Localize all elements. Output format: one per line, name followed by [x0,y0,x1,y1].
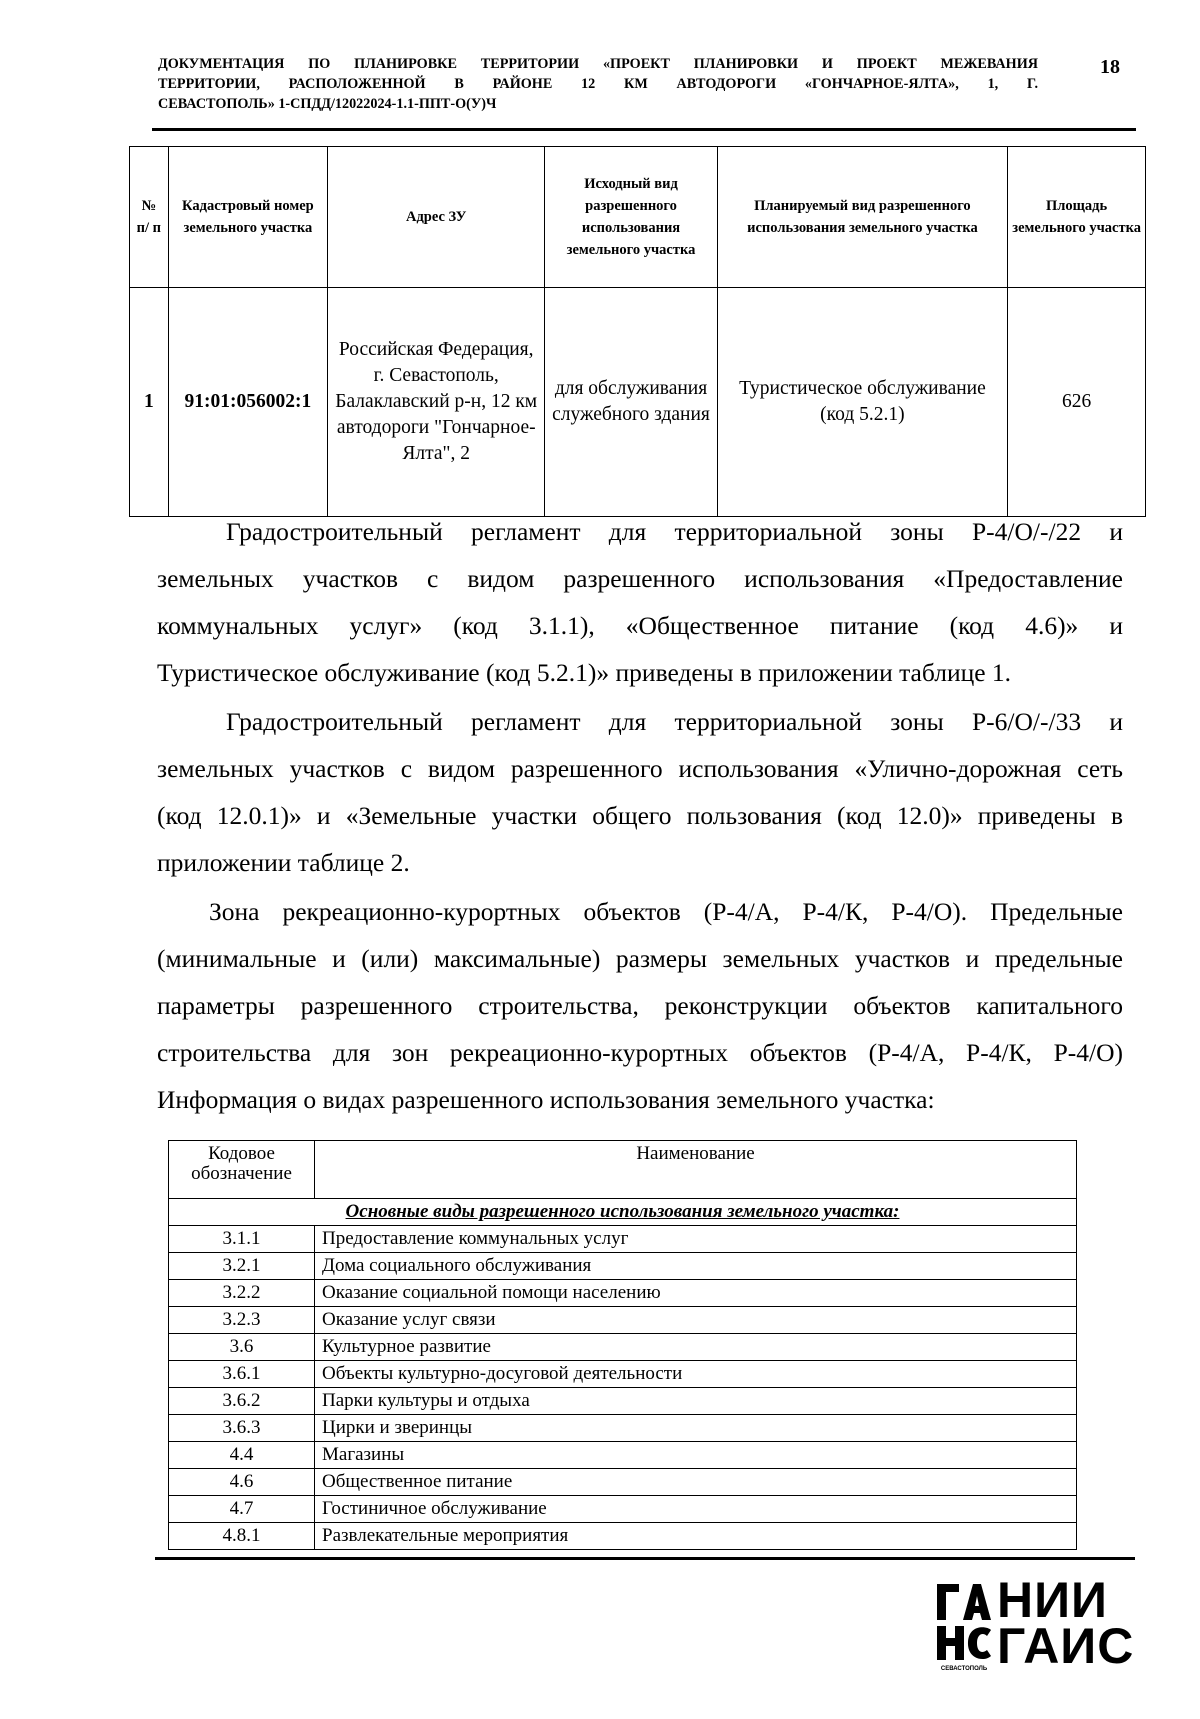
table-row [169,1253,1077,1280]
col-number-header: № п/ п [130,147,169,288]
use-name: Объекты культурно-досуговой деятельности [315,1361,1077,1388]
paragraph-line: (минимальные и (или) максимальные) размеры земельных участков и предельные [157,944,1123,973]
cell-area: 626 [1008,288,1146,517]
use-name: Развлекательные мероприятия [315,1523,1077,1550]
paragraph-line: параметры разрешенного строительства, реконструкции объектов капитального [157,991,1123,1020]
use-name: Культурное развитие [315,1334,1077,1361]
paragraph-regulation-r6 [157,698,1123,886]
table-row [169,1280,1077,1307]
paragraph-line: строительства для зон рекреационно-курортных объектов (Р-4/А, Р-4/К, Р-4/О) [157,1038,1123,1067]
table-row [169,1361,1077,1388]
cell-number: 1 [130,288,169,517]
paragraph-regulation-r4 [157,508,1123,696]
table-row [169,1226,1077,1253]
nii-gais-logo [935,1572,1135,1680]
cell-cadastral: 91:01:056002:1 [168,288,327,517]
table-row [169,1442,1077,1469]
paragraph-line: Информация о видах разрешенного использования земельного участка: [157,1085,935,1114]
land-use-table [168,1140,1077,1550]
use-code: 3.2.1 [169,1253,315,1280]
use-name: Цирки и зверинцы [315,1415,1077,1442]
use-name: Парки культуры и отдыха [315,1388,1077,1415]
use-code: 3.6 [169,1334,315,1361]
table-row [169,1415,1077,1442]
paragraph-line: Зона рекреационно-курортных объектов (Р-4/А, Р-4/К, Р-4/О). Предельные [209,897,1123,926]
use-name: Гостиничное обслуживание [315,1496,1077,1523]
col-cadastral-header: Кадастровый номер земельного участка [168,147,327,288]
use-code: 3.2.3 [169,1307,315,1334]
logo-text-nii: НИИ [997,1572,1108,1628]
paragraph-recreation-zone [157,888,1123,1123]
col-planned-use-header: Планируемый вид разрешенного использования земельного участка [717,147,1008,288]
col-code-header: Кодовое обозначение [169,1141,315,1199]
page-number: 18 [1100,56,1120,78]
land-use-table-header-row [169,1141,1077,1199]
paragraph-line: Градостроительный регламент для территориальной зоны Р-6/О/-/33 и [226,707,1123,736]
col-area-header: Площадь земельного участка [1008,147,1146,288]
cell-initial-use: для обслуживания служебного здания [545,288,717,517]
logo-mark-caption: СЕВАСТОПОЛЬ [940,1666,988,1672]
paragraph-line: Градостроительный регламент для территориальной зоны Р-4/О/-/22 и [226,517,1123,546]
use-code: 4.7 [169,1496,315,1523]
cell-planned-use: Туристическое обслуживание (код 5.2.1) [717,288,1008,517]
use-code: 3.6.1 [169,1361,315,1388]
parcel-table-header-row [130,147,1146,288]
header-line-3: СЕВАСТОПОЛЬ» 1-СПДД/12022024-1.1-ППТ-О(У)Ч [158,96,497,112]
use-code: 3.6.3 [169,1415,315,1442]
use-code: 3.6.2 [169,1388,315,1415]
cell-address: Российская Федерация, г. Севастополь, Балаклавский р-н, 12 км автодороги "Гончарное-Ялта", 2 [328,288,545,517]
use-code: 4.4 [169,1442,315,1469]
col-initial-use-header: Исходный вид разрешенного использования земельного участка [545,147,717,288]
paragraph-line: (код 12.0.1)» и «Земельные участки общего пользования (код 12.0)» приведены в [157,801,1123,830]
parcel-table [129,146,1146,517]
paragraph-line: земельных участков с видом разрешенного использования «Улично-дорожная сеть [157,754,1123,783]
paragraph-line: коммунальных услуг» (код 3.1.1), «Общественное питание (код 4.6)» и [157,611,1123,640]
paragraph-line: Туристическое обслуживание (код 5.2.1)» приведены в приложении таблице 1. [157,658,1012,687]
section-row [169,1199,1077,1226]
paragraph-line: приложении таблице 2. [157,848,410,877]
gais-mark-icon [935,1580,993,1672]
use-code: 4.8.1 [169,1523,315,1550]
use-code: 4.6 [169,1469,315,1496]
header-line-1: ДОКУМЕНТАЦИЯ ПО ПЛАНИРОВКЕ ТЕРРИТОРИИ «ПРОЕКТ ПЛАНИРОВКИ И ПРОЕКТ МЕЖЕВАНИЯ [158,56,1038,72]
document-header [158,54,1038,114]
use-name: Общественное питание [315,1469,1077,1496]
table-row [130,288,1146,517]
table-row [169,1523,1077,1550]
use-name: Предоставление коммунальных услуг [315,1226,1077,1253]
table-row [169,1388,1077,1415]
logo-text-gais: ГАИС [997,1618,1135,1674]
col-address-header: Адрес ЗУ [328,147,545,288]
section-title: Основные виды разрешенного использования земельного участка: [169,1199,1077,1226]
table-row [169,1307,1077,1334]
col-name-header: Наименование [315,1141,1077,1199]
use-name: Магазины [315,1442,1077,1469]
paragraph-line: земельных участков с видом разрешенного использования «Предоставление [157,564,1123,593]
use-code: 3.2.2 [169,1280,315,1307]
use-name: Оказание услуг связи [315,1307,1077,1334]
table-row [169,1469,1077,1496]
footer-divider [155,1557,1135,1560]
header-line-2: ТЕРРИТОРИИ, РАСПОЛОЖЕННОЙ В РАЙОНЕ 12 КМ АВТОДОРОГИ «ГОНЧАРНОЕ-ЯЛТА», 1, Г. [158,76,1038,92]
use-name: Дома социального обслуживания [315,1253,1077,1280]
use-code: 3.1.1 [169,1226,315,1253]
use-name: Оказание социальной помощи населению [315,1280,1077,1307]
header-divider [152,128,1136,131]
table-row [169,1496,1077,1523]
table-row [169,1334,1077,1361]
